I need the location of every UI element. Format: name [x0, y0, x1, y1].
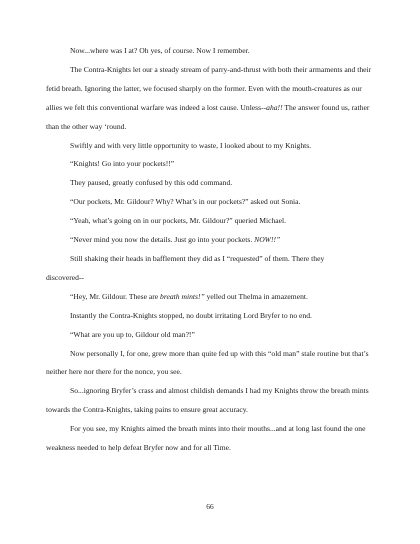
paragraph: They paused, greatly confused by this odd command. — [70, 178, 233, 188]
paragraph: For you see, my Knights aimed the breath mints into their mouths...and at long last found the one weakness needed to help defeat Bryfer now and for all Time. — [46, 424, 366, 453]
emphasis-text: breath mints!” — [160, 291, 205, 301]
paragraph: “Our pockets, Mr. Gildour? Why? What’s in our pockets?” asked out Sonia. — [70, 197, 301, 207]
page-number: 66 — [206, 502, 214, 511]
paragraph: “Yeah, what’s going on in our pockets, Mr. Gildour?” queried Michael. — [70, 216, 287, 226]
paragraph: Swiftly and with very little opportunity to waste, I looked about to my Knights. — [70, 140, 312, 150]
paragraph: “Knights! Go into your pockets!!” — [70, 159, 175, 169]
paragraph: The Contra-Knights let our a steady stream of parry-and-thrust with both their armaments and their fetid breath. Ignoring the latter, we focused sharply on the former. Even with the mouth-creatures as our allies we felt this conventional warfare was indeed a lost cause. Unless--aha!! The answer found us, rather than the other way ‘round. — [46, 64, 372, 131]
paragraph: “Hey, Mr. Gildour. These are breath mints!” yelled out Thelma in amazement. — [70, 291, 308, 301]
emphasis-text: aha!! — [266, 102, 283, 112]
paragraph: So...ignoring Bryfer’s crass and almost childish demands I had my Knights throw the breath mints towards the Contra-Knights, taking pains to ensure great accuracy. — [46, 386, 369, 415]
paragraph: Still shaking their heads in bafflement they did as I “requested” of them. There they — [70, 253, 325, 263]
paragraph: Instantly the Contra-Knights stopped, no doubt irritating Lord Bryfer to no end. — [70, 310, 312, 320]
emphasis-text: NOW!!” — [254, 235, 281, 245]
body-text — [46, 42, 378, 458]
paragraph: “What are you up to, Gildour old man?!” — [70, 329, 195, 339]
paragraph: Now...where was I at? Oh yes, of course. Now I remember. — [70, 46, 250, 55]
paragraph: “Never mind you now the details. Just go into your pockets. NOW!!” — [70, 235, 281, 245]
paragraph-continuation: discovered-- — [46, 272, 84, 282]
paragraph: Now personally I, for one, grew more than quite fed up with this “old man” stale routine but that’s neither here nor there for the nonce, you see. — [46, 348, 369, 377]
